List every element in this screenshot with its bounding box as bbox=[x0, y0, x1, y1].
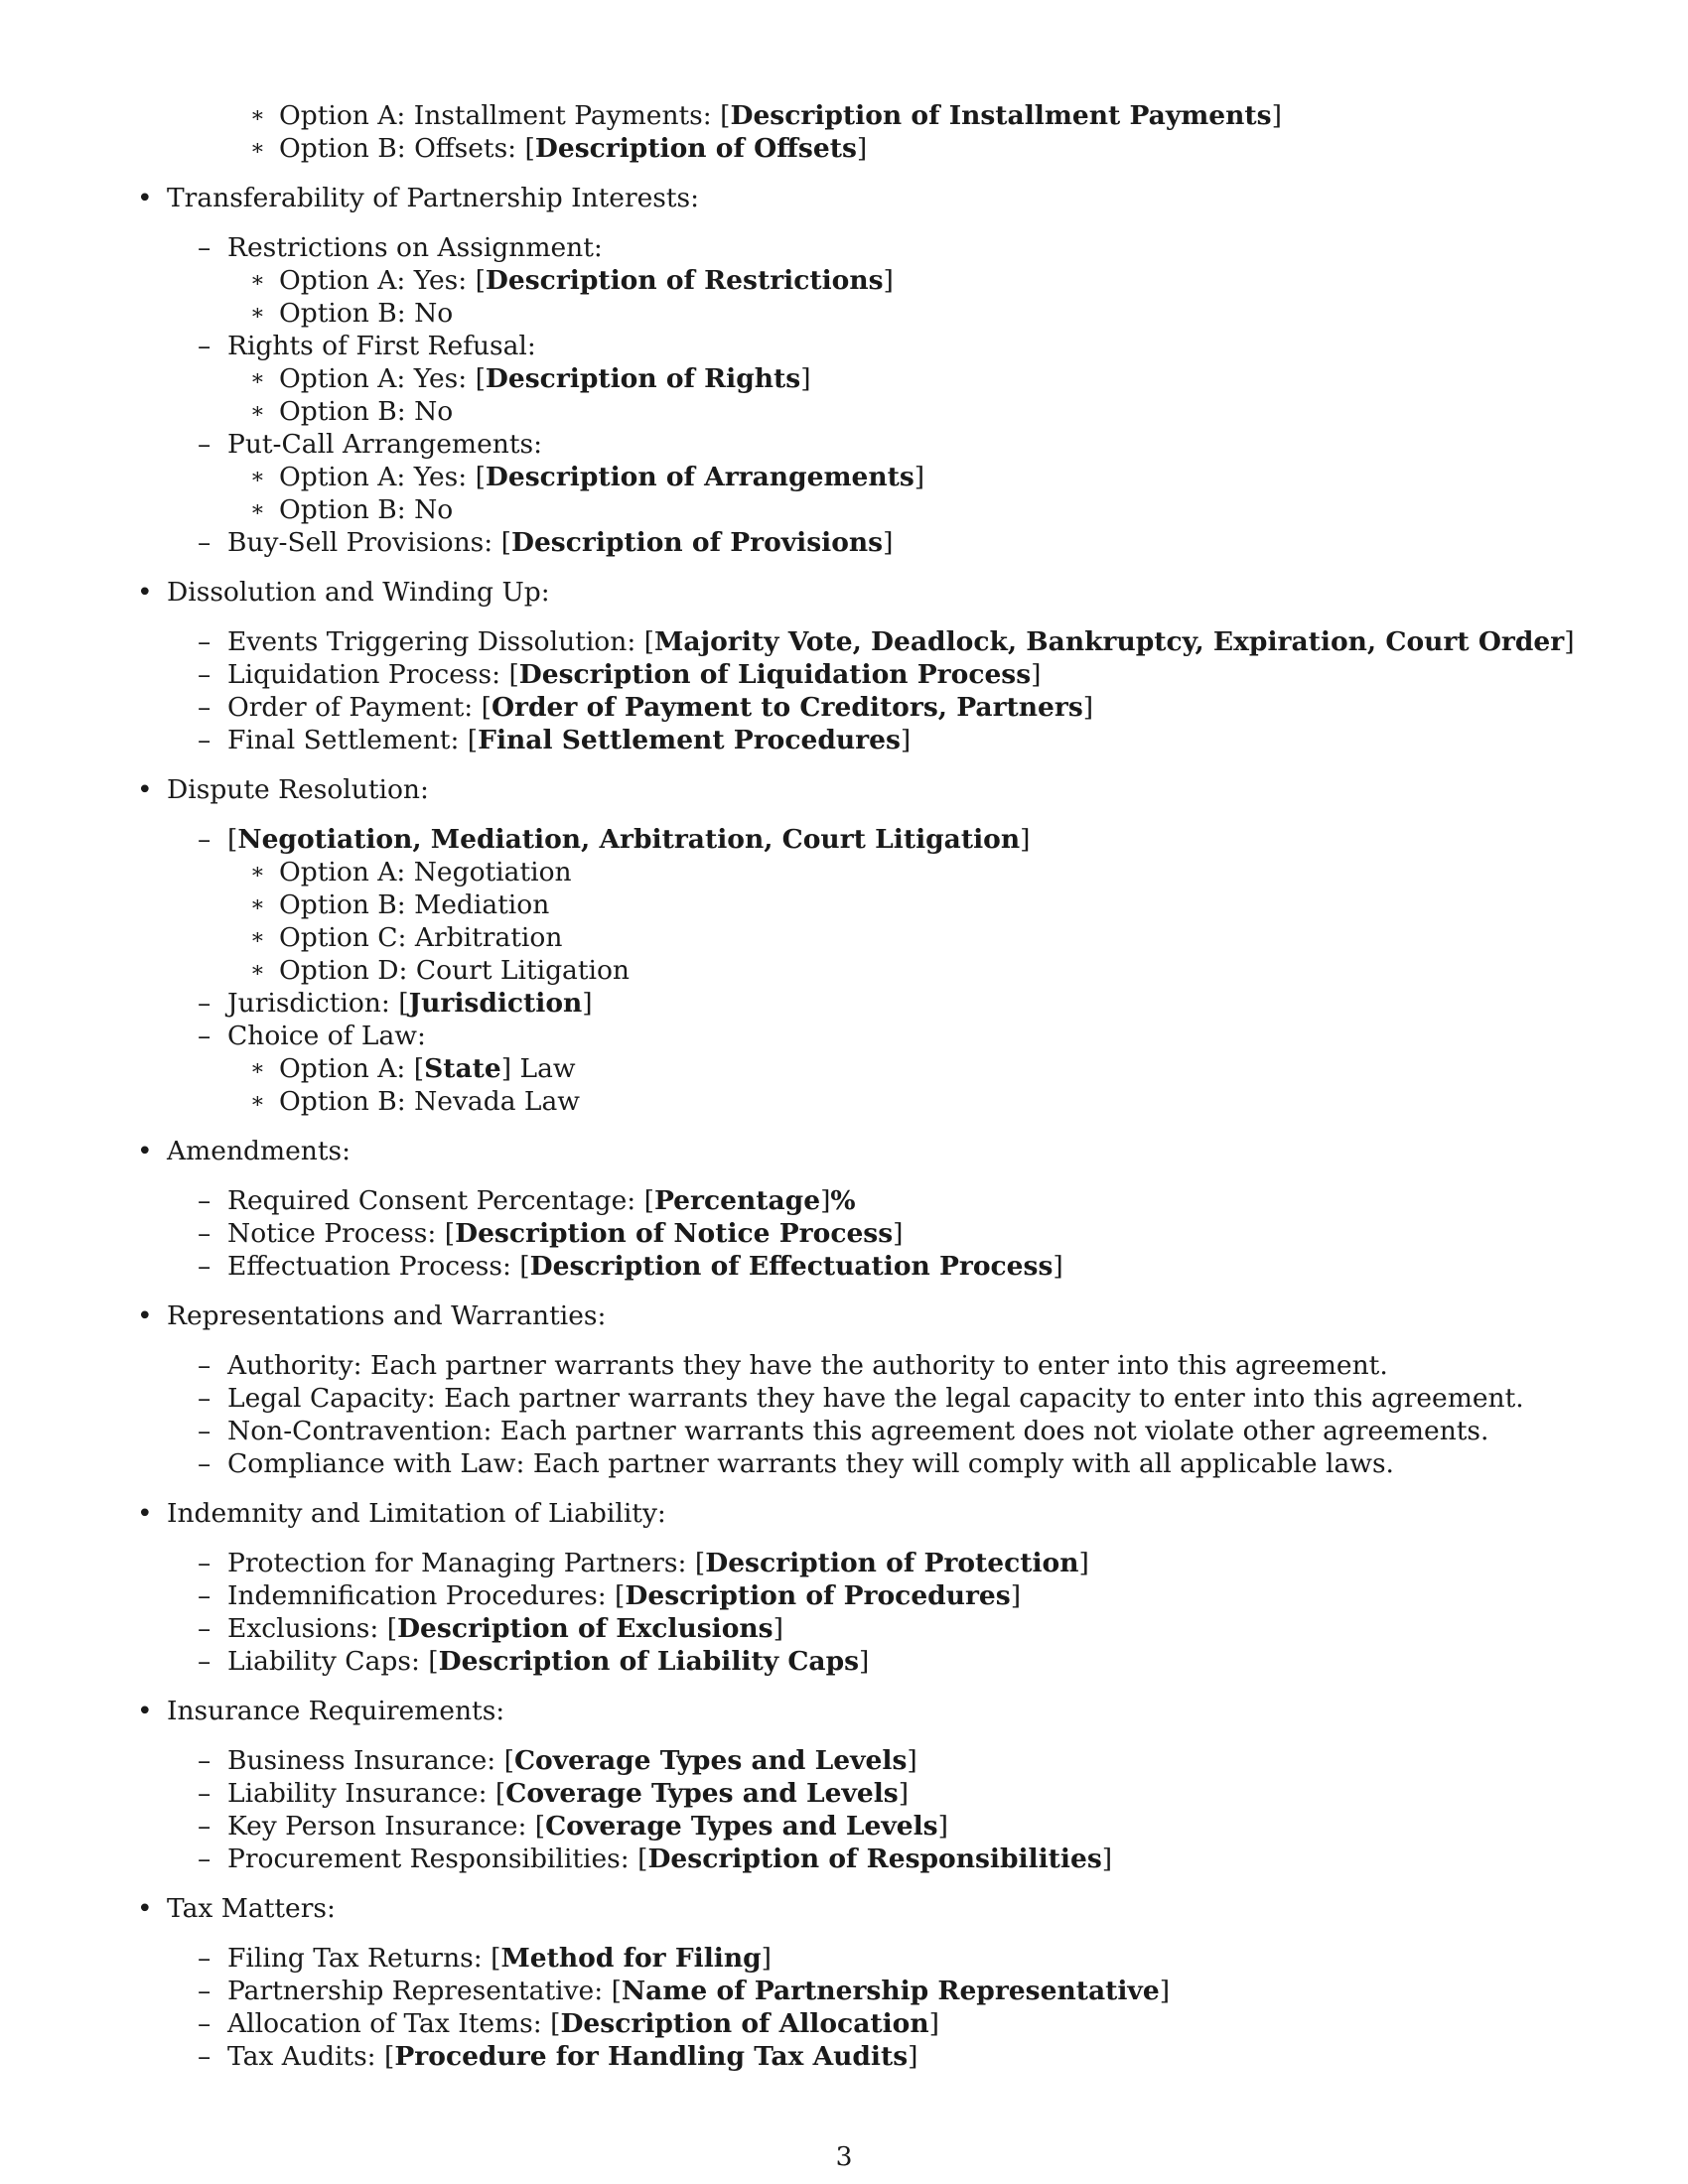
item-text: Key Person Insurance: [ bbox=[227, 1811, 546, 1842]
item-text: Option A: Negotiation bbox=[279, 857, 572, 887]
item-text: Partnership Representative: [ bbox=[227, 1976, 622, 2006]
bullet-marker: • bbox=[137, 1696, 153, 1726]
dash-marker: – bbox=[198, 232, 211, 263]
asterisk-marker: ∗ bbox=[250, 892, 265, 917]
placeholder-text: Final Settlement Procedures bbox=[478, 725, 901, 755]
asterisk-marker: ∗ bbox=[250, 399, 265, 424]
item-text: ] bbox=[1053, 1251, 1063, 1282]
item-text: ] bbox=[893, 1218, 904, 1249]
item-text: Rights of First Refusal: bbox=[227, 331, 536, 361]
item-text: Put-Call Arrangements: bbox=[227, 429, 542, 460]
item-text: Final Settlement: [ bbox=[227, 725, 479, 755]
section-heading-item bbox=[137, 576, 550, 609]
dash-marker: – bbox=[198, 1416, 211, 1446]
item-text: ] bbox=[907, 1745, 917, 1776]
item-text: Option A: Installment Payments: [ bbox=[279, 100, 731, 131]
option-item bbox=[250, 954, 631, 987]
section-heading-item bbox=[137, 1695, 505, 1727]
placeholder-text: Majority Vote, Deadlock, Bankruptcy, Expiration, Court Order bbox=[654, 626, 1565, 657]
list-item bbox=[198, 231, 603, 264]
list-item bbox=[198, 691, 1094, 724]
item-text: ] bbox=[883, 265, 894, 296]
item-text: Option A: [ bbox=[279, 1053, 425, 1084]
item-text: Business Insurance: [ bbox=[227, 1745, 514, 1776]
placeholder-text: Coverage Types and Levels bbox=[545, 1811, 938, 1842]
list-item bbox=[198, 625, 1575, 658]
dash-marker: – bbox=[198, 2008, 211, 2039]
dash-marker: – bbox=[198, 1185, 211, 1216]
placeholder-text: Description of Effectuation Process bbox=[529, 1251, 1054, 1282]
bullet-marker: • bbox=[137, 183, 153, 213]
item-text: Restrictions on Assignment: bbox=[227, 232, 603, 263]
placeholder-text: Description of Offsets bbox=[534, 133, 857, 164]
section-heading-item bbox=[137, 1497, 666, 1530]
option-item bbox=[250, 297, 454, 330]
item-text: Option B: Nevada Law bbox=[279, 1086, 580, 1117]
section-heading-item bbox=[137, 773, 429, 806]
list-item bbox=[198, 428, 542, 461]
item-text: ] bbox=[773, 1613, 783, 1644]
item-text: Protection for Managing Partners: [ bbox=[227, 1548, 706, 1578]
option-item bbox=[250, 1085, 580, 1118]
item-text: Indemnity and Limitation of Liability: bbox=[167, 1498, 666, 1529]
asterisk-marker: ∗ bbox=[250, 268, 265, 293]
asterisk-marker: ∗ bbox=[250, 925, 265, 950]
item-text: Filing Tax Returns: [ bbox=[227, 1943, 501, 1974]
placeholder-text: Description of Allocation bbox=[560, 2008, 929, 2039]
list-item bbox=[198, 1579, 1022, 1612]
placeholder-text: Coverage Types and Levels bbox=[505, 1778, 899, 1809]
item-text: Procurement Responsibilities: [ bbox=[227, 1843, 648, 1874]
item-text: Liability Caps: [ bbox=[227, 1646, 439, 1677]
dash-marker: – bbox=[198, 1745, 211, 1776]
dash-marker: – bbox=[198, 824, 211, 855]
item-text: ] bbox=[1564, 626, 1575, 657]
placeholder-text: Description of Liquidation Process bbox=[518, 659, 1032, 690]
list-item bbox=[198, 1843, 1113, 1875]
dash-marker: – bbox=[198, 1251, 211, 1282]
asterisk-marker: ∗ bbox=[250, 1089, 265, 1114]
dash-marker: – bbox=[198, 1548, 211, 1578]
dash-marker: – bbox=[198, 1843, 211, 1874]
asterisk-marker: ∗ bbox=[250, 366, 265, 391]
item-text: Choice of Law: bbox=[227, 1021, 426, 1051]
placeholder-text: Procedure for Handling Tax Audits bbox=[394, 2041, 909, 2072]
bullet-marker: • bbox=[137, 1300, 153, 1331]
list-item bbox=[198, 2040, 918, 2073]
item-text: ] bbox=[914, 462, 925, 492]
bullet-marker: • bbox=[137, 1498, 153, 1529]
bullet-marker: • bbox=[137, 1893, 153, 1924]
item-text: Compliance with Law: Each partner warrants they will comply with all applicable laws. bbox=[227, 1448, 1394, 1479]
list-item bbox=[198, 526, 894, 559]
list-item bbox=[198, 1612, 783, 1645]
placeholder-text: Description of Installment Payments bbox=[730, 100, 1272, 131]
item-text: ] bbox=[1020, 824, 1031, 855]
dash-marker: – bbox=[198, 1383, 211, 1414]
item-text: Effectuation Process: [ bbox=[227, 1251, 530, 1282]
list-item bbox=[198, 1382, 1524, 1415]
placeholder-text: Method for Filing bbox=[500, 1943, 762, 1974]
placeholder-text: Description of Liability Caps bbox=[438, 1646, 860, 1677]
placeholder-text: Coverage Types and Levels bbox=[513, 1745, 908, 1776]
placeholder-text: Description of Restrictions bbox=[485, 265, 884, 296]
item-text: Dispute Resolution: bbox=[167, 774, 429, 805]
placeholder-text: Jurisdiction bbox=[408, 988, 583, 1019]
item-text: Option A: Yes: [ bbox=[279, 462, 486, 492]
page-number: 3 bbox=[835, 2141, 853, 2172]
list-item bbox=[198, 823, 1031, 856]
item-text: ] bbox=[582, 988, 593, 1019]
item-text: Non-Contravention: Each partner warrants this agreement does not violate other agreements. bbox=[227, 1416, 1489, 1446]
item-text: Liquidation Process: [ bbox=[227, 659, 519, 690]
placeholder-text: Description of Provisions bbox=[510, 527, 884, 558]
section-heading-item bbox=[137, 1892, 336, 1925]
item-text: Buy-Sell Provisions: [ bbox=[227, 527, 511, 558]
item-text: Transferability of Partnership Interests: bbox=[167, 183, 700, 213]
section-heading-item bbox=[137, 182, 700, 214]
dash-marker: – bbox=[198, 1218, 211, 1249]
item-text: Option B: No bbox=[279, 298, 454, 329]
item-text: ] bbox=[1101, 1843, 1113, 1874]
item-text: ] bbox=[1010, 1580, 1022, 1611]
placeholder-text: Order of Payment to Creditors, Partners bbox=[491, 692, 1083, 723]
dash-marker: – bbox=[198, 626, 211, 657]
item-text: ] bbox=[1031, 659, 1042, 690]
dash-marker: – bbox=[198, 1350, 211, 1381]
item-text: ] bbox=[761, 1943, 772, 1974]
item-text: Allocation of Tax Items: [ bbox=[227, 2008, 561, 2039]
item-text: Authority: Each partner warrants they have the authority to enter into this agreement. bbox=[227, 1350, 1388, 1381]
asterisk-marker: ∗ bbox=[250, 301, 265, 326]
item-text: ] bbox=[859, 1646, 870, 1677]
list-item bbox=[198, 1942, 772, 1975]
placeholder-text: Percentage bbox=[653, 1185, 821, 1216]
placeholder-text: Negotiation, Mediation, Arbitration, Court Litigation bbox=[237, 824, 1021, 855]
item-text: ] bbox=[1082, 692, 1094, 723]
asterisk-marker: ∗ bbox=[250, 103, 265, 128]
item-text: ] bbox=[820, 1185, 831, 1216]
list-item bbox=[198, 724, 912, 756]
item-text: Option B: Offsets: [ bbox=[279, 133, 535, 164]
item-text: ] bbox=[928, 2008, 939, 2039]
option-item bbox=[250, 1052, 576, 1085]
placeholder-text: Description of Exclusions bbox=[397, 1613, 774, 1644]
list-item bbox=[198, 1777, 910, 1810]
option-item bbox=[250, 888, 550, 921]
dash-marker: – bbox=[198, 988, 211, 1019]
item-text: Option B: No bbox=[279, 494, 454, 525]
list-item bbox=[198, 1250, 1063, 1283]
bullet-marker: • bbox=[137, 577, 153, 608]
item-text: ] bbox=[937, 1811, 948, 1842]
item-text: Tax Matters: bbox=[167, 1893, 336, 1924]
item-text: Required Consent Percentage: [ bbox=[227, 1185, 654, 1216]
dash-marker: – bbox=[198, 1943, 211, 1974]
option-item bbox=[250, 362, 811, 395]
item-text: ] bbox=[898, 1778, 910, 1809]
dash-marker: – bbox=[198, 1580, 211, 1611]
list-item bbox=[198, 1810, 948, 1843]
option-item bbox=[250, 856, 572, 888]
section-heading-item bbox=[137, 1135, 352, 1167]
list-item bbox=[198, 2007, 939, 2040]
section-heading-item bbox=[137, 1299, 607, 1332]
option-item bbox=[250, 461, 925, 493]
item-text: ] bbox=[1159, 1976, 1171, 2006]
placeholder-text: Description of Notice Process bbox=[455, 1218, 894, 1249]
dash-marker: – bbox=[198, 1646, 211, 1677]
item-text: Liability Insurance: [ bbox=[227, 1778, 506, 1809]
option-item bbox=[250, 99, 1282, 132]
placeholder-text: Description of Responsibilities bbox=[647, 1843, 1102, 1874]
item-text: Option A: Yes: [ bbox=[279, 363, 486, 394]
bullet-marker: • bbox=[137, 774, 153, 805]
list-item bbox=[198, 1349, 1388, 1382]
placeholder-text: Name of Partnership Representative bbox=[621, 1976, 1160, 2006]
item-text: Notice Process: [ bbox=[227, 1218, 456, 1249]
item-text: ] bbox=[856, 133, 868, 164]
item-text: Exclusions: [ bbox=[227, 1613, 398, 1644]
item-text: Tax Audits: [ bbox=[227, 2041, 395, 2072]
list-item bbox=[198, 1184, 856, 1217]
dash-marker: – bbox=[198, 692, 211, 723]
asterisk-marker: ∗ bbox=[250, 1056, 265, 1081]
list-item bbox=[198, 1744, 917, 1777]
item-text: Legal Capacity: Each partner warrants they have the legal capacity to enter into this agreement. bbox=[227, 1383, 1524, 1414]
item-text: Option B: Mediation bbox=[279, 889, 550, 920]
list-item bbox=[198, 1975, 1171, 2007]
placeholder-text: State bbox=[424, 1053, 501, 1084]
list-item bbox=[198, 658, 1042, 691]
item-text: Insurance Requirements: bbox=[167, 1696, 505, 1726]
item-text: Representations and Warranties: bbox=[167, 1300, 607, 1331]
list-item bbox=[198, 1645, 870, 1678]
placeholder-text: % bbox=[830, 1185, 856, 1216]
item-text: Indemnification Procedures: [ bbox=[227, 1580, 626, 1611]
asterisk-marker: ∗ bbox=[250, 465, 265, 489]
dash-marker: – bbox=[198, 1778, 211, 1809]
item-text: Option D: Court Litigation bbox=[279, 955, 631, 986]
item-text: Events Triggering Dissolution: [ bbox=[227, 626, 655, 657]
item-text: Order of Payment: [ bbox=[227, 692, 492, 723]
item-text: Option C: Arbitration bbox=[279, 922, 563, 953]
dash-marker: – bbox=[198, 725, 211, 755]
item-text: ] bbox=[800, 363, 811, 394]
asterisk-marker: ∗ bbox=[250, 497, 265, 522]
item-text: Jurisdiction: [ bbox=[227, 988, 409, 1019]
item-text: Option B: No bbox=[279, 396, 454, 427]
list-item bbox=[198, 1447, 1394, 1480]
asterisk-marker: ∗ bbox=[250, 958, 265, 983]
asterisk-marker: ∗ bbox=[250, 860, 265, 885]
list-item bbox=[198, 1547, 1089, 1579]
placeholder-text: Description of Protection bbox=[705, 1548, 1079, 1578]
dash-marker: – bbox=[198, 527, 211, 558]
dash-marker: – bbox=[198, 659, 211, 690]
option-item bbox=[250, 264, 894, 297]
item-text: ] bbox=[900, 725, 912, 755]
list-item bbox=[198, 1415, 1489, 1447]
placeholder-text: Description of Rights bbox=[485, 363, 801, 394]
list-item bbox=[198, 1020, 426, 1052]
item-text: ] Law bbox=[500, 1053, 576, 1084]
bullet-marker: • bbox=[137, 1136, 153, 1166]
list-item bbox=[198, 1217, 904, 1250]
dash-marker: – bbox=[198, 1613, 211, 1644]
option-item bbox=[250, 921, 563, 954]
dash-marker: – bbox=[198, 1976, 211, 2006]
dash-marker: – bbox=[198, 1021, 211, 1051]
option-item bbox=[250, 395, 454, 428]
placeholder-text: Description of Arrangements bbox=[485, 462, 914, 492]
dash-marker: – bbox=[198, 2041, 211, 2072]
list-item bbox=[198, 987, 593, 1020]
item-text: ] bbox=[883, 527, 894, 558]
item-text: ] bbox=[1078, 1548, 1089, 1578]
option-item bbox=[250, 132, 868, 165]
item-text: Amendments: bbox=[167, 1136, 352, 1166]
item-text: ] bbox=[908, 2041, 918, 2072]
option-item bbox=[250, 493, 454, 526]
list-item bbox=[198, 330, 536, 362]
dash-marker: – bbox=[198, 429, 211, 460]
item-text: Dissolution and Winding Up: bbox=[167, 577, 550, 608]
item-text: [ bbox=[227, 824, 238, 855]
item-text: ] bbox=[1271, 100, 1282, 131]
dash-marker: – bbox=[198, 331, 211, 361]
placeholder-text: Description of Procedures bbox=[625, 1580, 1011, 1611]
asterisk-marker: ∗ bbox=[250, 136, 265, 161]
item-text: Option A: Yes: [ bbox=[279, 265, 486, 296]
dash-marker: – bbox=[198, 1811, 211, 1842]
dash-marker: – bbox=[198, 1448, 211, 1479]
